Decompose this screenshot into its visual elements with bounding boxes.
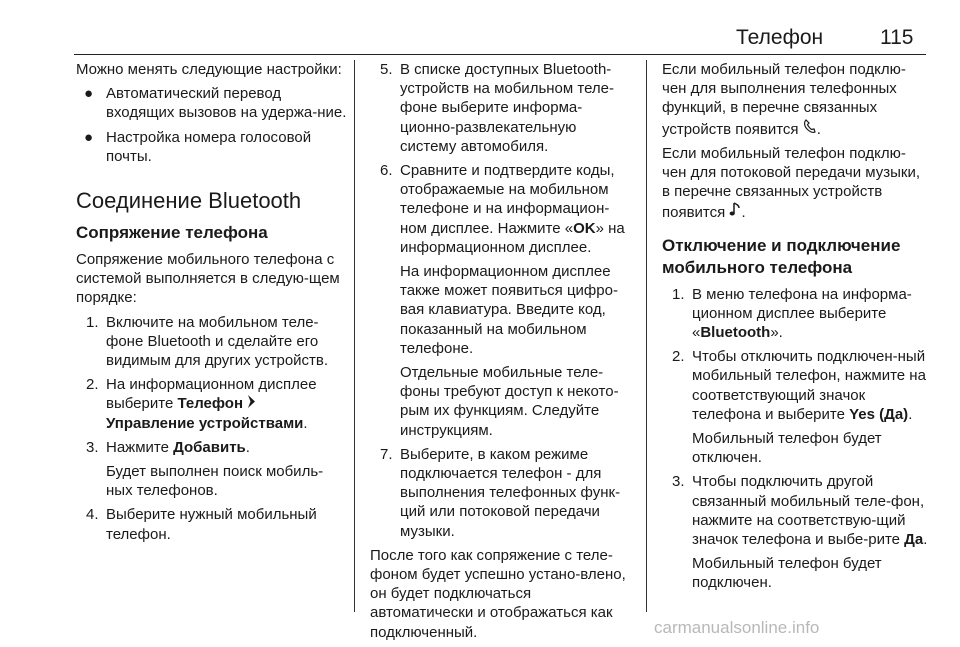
list-text: В меню телефона на информа‐ционном дисплее выберите « [692,285,912,342]
list-text: Включите на мобильном теле‐фоне Bluetooth и сделайте его видимым для других устройств. [106,313,329,370]
bullet-item [76,84,348,122]
list-number: 7. [380,445,393,463]
subsection-heading: Отключение и подключение мобильного телефона [662,235,901,277]
list-text: Чтобы подключить другой связанный мобильный теле‐фон, нажмите на соответствую‐щий значок телефона и выбе‐рите [692,473,925,549]
list-item [370,60,632,156]
paragraph: Сопряжение мобильного телефона с системой выполняется в следую‐щем порядке: [76,251,340,307]
menu-label: Управление устройствами [106,414,304,432]
paragraph-text: Если мобильный телефон подклю‐чен для потоковой передачи музыки, в перечне связанных устройств появится [662,144,921,222]
button-label: Добавить [173,438,246,456]
list-text: . [245,438,250,456]
list-text: . [923,531,928,549]
list-text: . [303,414,308,432]
menu-label: Телефон [177,395,244,413]
list-number: 1. [672,285,685,303]
list-item [76,375,348,433]
section-heading: Соединение Bluetooth [76,188,302,214]
page-number: 115 [880,26,914,49]
list-number: 2. [672,348,685,366]
list-subtext: Мобильный телефон будет подключен. [692,555,882,592]
column-2 [370,60,632,647]
list-text: Выберите нужный мобильный телефон. [106,506,317,543]
list-number: 2. [86,376,99,394]
header-rule [74,54,926,55]
paragraph: После того как сопряжение с теле‐фоном будет успешно устано‐влено, он будет подключаться автоматически и отображаться как подключенный. [370,546,626,641]
list-text: Чтобы отключить подключен‐ный мобильный телефон, нажмите на соответствующий значок телефона и выберите [692,348,926,423]
list-number: 3. [672,473,685,491]
list-text: . [908,405,913,423]
list-text: ». [770,324,783,342]
list-item [662,472,930,549]
paragraph [662,60,930,139]
list-subtext: На информационном дисплее также может появиться цифро‐вая клавиатура. Введите код, показанный на мобильном телефоне. [400,263,618,357]
paragraph-text: . [741,204,746,222]
column-divider [354,60,355,612]
bullet-text: Автоматический перевод входящих вызовов на удержа‐ние. [106,85,347,122]
list-subtext: Будет выполнен поиск мобиль‐ных телефонов. [106,463,324,500]
list-subtext: Мобильный телефон будет отключен. [692,430,882,467]
column-3 [662,60,930,598]
page-header-title: Телефон [736,26,824,49]
bullet-marker: ● [84,128,94,146]
paragraph [662,144,930,223]
button-label: OK [573,219,596,237]
music-note-icon [729,201,741,217]
column-divider [646,60,647,612]
list-item [76,505,348,543]
button-label: Yes (Да) [849,405,909,423]
list-number: 1. [86,313,99,331]
paragraph-text: . [816,120,821,138]
menu-label: Bluetooth [700,324,771,342]
list-item [76,438,348,457]
list-number: 6. [380,162,393,180]
subsection-heading: Сопряжение телефона [76,223,268,243]
list-item [662,285,930,343]
list-text: » на информационном дисплее. [400,219,625,256]
list-number: 3. [86,438,99,456]
list-text: В списке доступных Bluetooth-устройств на мобильном теле‐фоне выберите информа‐ционно-развлекательную систему автомобиля. [400,61,614,155]
list-item [662,347,930,424]
bullet-text: Настройка номера голосовой почты. [106,128,312,165]
menu-arrow-icon [247,395,256,408]
list-number: 5. [380,61,393,78]
list-item [370,445,632,541]
list-text: На информационном дисплее выберите [106,376,317,413]
list-text: Сравните и подтвердите коды, отображаемые на мобильном телефоне и на информацион‐ном дисплее. Нажмите « [400,162,615,237]
button-label: Да [904,531,924,549]
column-1 [76,60,348,549]
bullet-item [76,128,348,166]
list-number: 4. [86,506,99,524]
paragraph-text: Если мобильный телефон подклю‐чен для выполнения телефонных функций, в перечне связанных устройств появится [662,61,906,138]
intro-text: Можно менять следующие настройки: [76,61,342,78]
list-item [370,161,632,257]
watermark: carmanualsonline.info [654,618,820,637]
bullet-marker: ● [84,85,94,103]
list-item [76,313,348,371]
list-text: Нажмите [106,438,174,456]
list-text: Выберите, в каком режиме подключается телефон - для выполнения телефонных функ‐ций или потоковой передачи музыки. [400,445,621,540]
list-subtext: Отдельные мобильные теле‐фоны требуют доступ к некото‐рым их функциям. Следуйте инструкциям. [400,364,619,439]
phone-icon [803,118,817,134]
